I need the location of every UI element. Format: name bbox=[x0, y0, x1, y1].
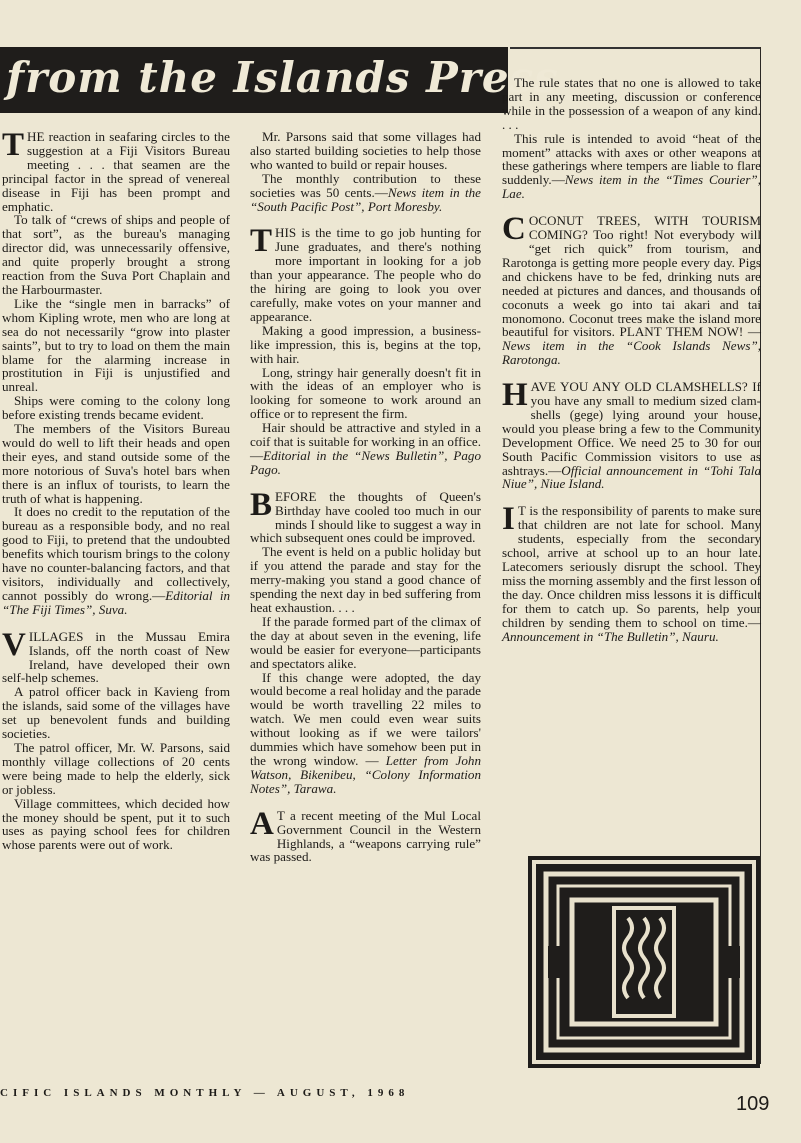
article-paragraph: The rule states that no one is allowed to take part in any meeting, discussion or conference while in the possession of a weapon of any kind. . . . bbox=[502, 75, 761, 132]
article-paragraph: The event is held on a public holiday but if you attend the parade and stay for the merry-making you stand a good chance of spending the next day in bed suffering from heat exhaustion. . . . bbox=[250, 544, 481, 615]
article-paragraph: HE reaction in seafaring circles to the suggestion at a Fiji Visitors Bureau meeting . . . that seamen are the principal factor in the spread of venereal disease in Fiji has been prompt and emphatic. bbox=[2, 129, 230, 214]
page-number: 109 bbox=[736, 1093, 770, 1115]
article-paragraph: It does no credit to the reputation of the bureau as a responsible body, and no real good to Fiji, to pretend that the undoubted benefits which tourism brings to the colony have no counter-balancing factors, and that visitors, individually and collectively, cannot possibly do wrong.— bbox=[2, 504, 230, 603]
article-coconut bbox=[502, 211, 761, 368]
article-paragraph: ILLAGES in the Mussau Emira Islands, off the north coast of New Ireland, have developed their own self-help schemes. bbox=[2, 628, 230, 686]
article-paragraph: This rule is intended to avoid “heat of the moment” attacks with axes or other weapons at these gatherings where tempers are liable to flare suddenly.— bbox=[502, 130, 761, 188]
article-villages-cont bbox=[250, 130, 481, 213]
article-paragraph: The members of the Visitors Bureau would do well to lift their heads and open their eyes, and stand outside some of the more notorious of Suva's hotel bars when there is an influx of tourists, to learn the truth of what is happening. bbox=[2, 421, 230, 506]
article-weapons bbox=[250, 805, 481, 865]
column-3 bbox=[502, 76, 761, 656]
article-source: Editorial in “The Fiji Times”, Suva. bbox=[2, 587, 230, 617]
decorative-emblem bbox=[528, 856, 760, 1068]
drop-cap: T bbox=[250, 223, 273, 260]
article-source: Letter from John Watson, Bikenibeu, “Colony Information Notes”, Tarawa. bbox=[250, 752, 481, 796]
article-queens-birthday bbox=[250, 486, 481, 796]
article-villages bbox=[2, 626, 230, 853]
drop-cap: A bbox=[250, 805, 274, 842]
drop-cap: I bbox=[502, 501, 515, 538]
article-paragraph: The patrol officer, Mr. W. Parsons, said monthly village collections of 20 cents were being made to help the elderly, sick or jobless. bbox=[2, 739, 230, 797]
article-paragraph: Long, stringy hair generally doesn't fit in with the ideas of an employer who is looking for someone to work around an office or to represent the firm. bbox=[250, 364, 481, 422]
article-source: Official announcement in “Tohi Tala Niue”, Niue Island. bbox=[502, 462, 761, 492]
drop-cap: B bbox=[250, 486, 273, 523]
article-paragraph: A patrol officer back in Kavieng from the islands, said some of the villages have set up benevolent funds and building societies. bbox=[2, 684, 230, 742]
drop-cap: C bbox=[502, 211, 526, 248]
drop-cap: H bbox=[502, 377, 528, 414]
article-source: News item in the “Cook Islands News”, Rarotonga. bbox=[502, 338, 761, 368]
masthead-title: from the Islands Press bbox=[6, 53, 559, 102]
article-paragraph: The monthly contribution to these societies was 50 cents.— bbox=[250, 170, 481, 200]
masthead-banner bbox=[0, 47, 559, 113]
article-paragraph: Mr. Parsons said that some villages had also started building societies to help those who wanted to build or repair houses. bbox=[250, 129, 481, 172]
article-source: News item in the “Times Courier”, Lae. bbox=[502, 172, 761, 202]
article-paragraph: To talk of “crews of ships and people of that sort”, as the bureau's managing director did, was unnecessarily offensive, and quite properly brought a strong reaction from the Suva Port Chaplain and the Harbourmaster. bbox=[2, 212, 230, 297]
article-source: News item in the “South Pacific Post”, Port Moresby. bbox=[250, 184, 481, 214]
article-paragraph: Hair should be attractive and styled in a coif that is suitable for working in an office.— bbox=[250, 420, 481, 463]
article-paragraph: AVE YOU ANY OLD CLAMSHELLS? If you have any small to medium sized clam-shells (gege) lying around your house, would you please bring a few to the Community Development Office. We need 25 to 30 for our South Pacific Commission visitors to use as ashtrays.— bbox=[502, 379, 761, 478]
drop-cap: T bbox=[2, 127, 25, 163]
article-weapons-cont bbox=[502, 76, 761, 201]
article-paragraph: EFORE the thoughts of Queen's Birthday have cooled too much in our minds I should like to suggest a way in which subsequent ones could be improved. bbox=[250, 488, 481, 546]
column-2 bbox=[250, 130, 481, 877]
article-source: Editorial in the “News Bulletin”, Pago Pago. bbox=[250, 447, 481, 477]
article-clamshells bbox=[502, 377, 761, 492]
article-paragraph: Like the “single men in barracks” of whom Kipling wrote, men who are long at sea do not necessarily “grow into plaster saints”, but to try to load on them the main blame for the alarming increase in prostitution in Fiji is unjustified and unreal. bbox=[2, 295, 230, 395]
drop-cap: V bbox=[2, 626, 26, 663]
article-paragraph: T is the responsibility of parents to make sure that children are not late for school. Many students, especially from the secondary school, arrive at school up to an hour late. Latecomers seriously disrupt the school. They miss the morning assembly and the first lesson of the day. Once children miss lessons it is difficult for them to catch up. So parents, help your children by sending them to school on time.— bbox=[502, 503, 761, 630]
top-rule bbox=[510, 47, 760, 49]
column-1 bbox=[2, 127, 230, 865]
article-source: Announcement in “The Bulletin”, Nauru. bbox=[502, 628, 719, 644]
article-paragraph: T a recent meeting of the Mul Local Government Council in the Western Highlands, a “weapons carrying rule” was passed. bbox=[250, 807, 481, 865]
article-paragraph: Ships were coming to the colony long before existing trends became evident. bbox=[2, 393, 230, 423]
page-footer: CIFIC ISLANDS MONTHLY — AUGUST, 1968 bbox=[0, 1087, 410, 1099]
article-paragraph: If the parade formed part of the climax of the day at about seven in the evening, life would be easier for everyone—participants and spectators alike. bbox=[250, 613, 481, 671]
article-school bbox=[502, 501, 761, 644]
article-paragraph: HIS is the time to go job hunting for June graduates, and there's nothing more important in looking for a job than your appearance. The people who do the hiring are going to look you over carefully, make votes on your manner and appearance. bbox=[250, 225, 481, 324]
article-paragraph: If this change were adopted, the day would become a real holiday and the parade would be worth travelling 22 miles to watch. We men could even wear suits without looking as if we were tailors' dummies which have somehow been put in the wrong window. — bbox=[250, 669, 481, 768]
tribal-pattern-icon bbox=[528, 856, 760, 1068]
article-seafaring bbox=[2, 127, 230, 617]
article-paragraph: Village committees, which decided how the money should be spent, put it to such uses as paying school fees for children whose parents were out of work. bbox=[2, 795, 230, 853]
article-paragraph: Making a good impression, a business-like impression, this is, begins at the top, with hair. bbox=[250, 322, 481, 366]
article-job-hunting bbox=[250, 223, 481, 477]
article-paragraph: OCONUT TREES, WITH TOURISM COMING? Too right! Not everybody will “get rich quick” from tourism, and Rarotonga is getting more people every day. Pigs and chickens have to be fed, drinking nuts are needed at pictures and dances, and thousands of coconuts a week go into tai akari and tai monomono. Coconut trees make the island more beautiful for visitors. PLANT THEM NOW! — bbox=[502, 213, 761, 340]
